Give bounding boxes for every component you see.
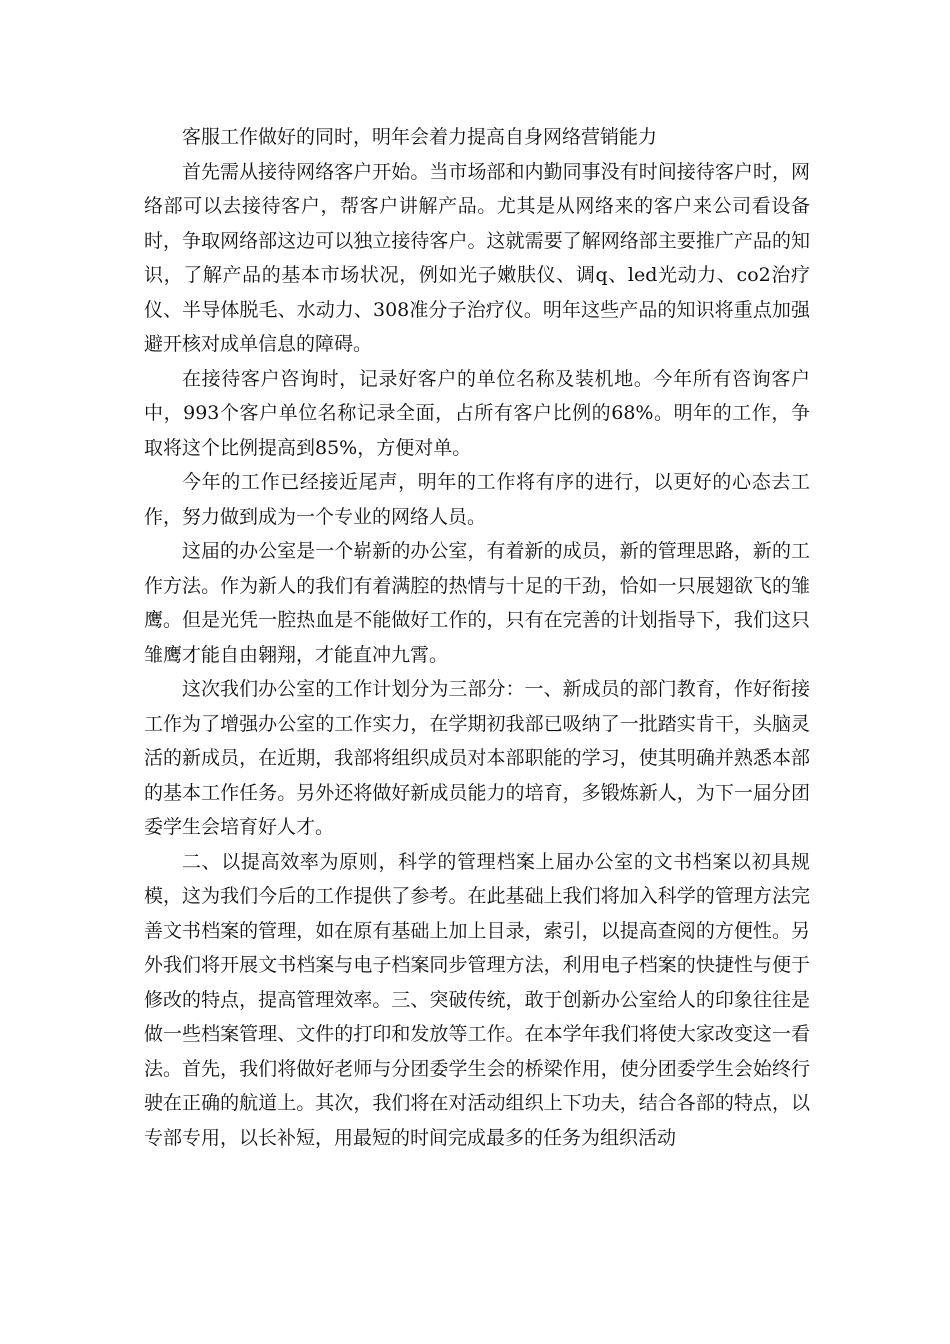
paragraph-5: 这届的办公室是一个崭新的办公室，有着新的成员，新的管理思路，新的工作方法。作为新人的我们有着满腔的热情与十足的干劲，恰如一只展翅欲飞的雏鹰。但是光凭一腔热血是不能做好工作的，只有在完善的计划指导下，我们这只雏鹰才能自由翱翔，才能直冲九霄。: [144, 540, 810, 666]
paragraph-3: 在接待客户咨询时，记录好客户的单位名称及装机地。今年所有咨询客户中，993个客户单位名称记录全面，占所有客户比例的68%。明年的工作，争取将这个比例提高到85%，方便对单。: [144, 367, 810, 459]
paragraph-4: 今年的工作已经接近尾声，明年的工作将有序的进行，以更好的心态去工作，努力做到成为一个专业的网络人员。: [144, 471, 810, 528]
paragraph-2: 首先需从接待网络客户开始。当市场部和内勤同事没有时间接待客户时，网络部可以去接待客户，帮客户讲解产品。尤其是从网络来的客户来公司看设备时，争取网络部这边可以独立接待客户。这就需要了解网络部主要推广产品的知识，了解产品的基本市场状况，例如光子嫩肤仪、调q、led光动力、co2治疗仪、半导体脱毛、水动力、308准分子治疗仪。明年这些产品的知识将重点加强避开核对成单信息的障碍。: [144, 160, 810, 355]
paragraph-1: 客服工作做好的同时，明年会着力提高自身网络营销能力: [182, 126, 658, 148]
paragraph-7: 二、以提高效率为原则，科学的管理档案上届办公室的文书档案以初具规模，这为我们今后的工作提供了参考。在此基础上我们将加入科学的管理方法完善文书档案的管理，如在原有基础上加上目录，索引，以提高查阅的方便性。另外我们将开展文书档案与电子档案同步管理方法，利用电子档案的快捷性与便于修改的特点，提高管理效率。三、突破传统，敢于创新办公室给人的印象往往是做一些档案管理、文件的打印和发放等工作。在本学年我们将使大家改变这一看法。首先，我们将做好老师与分团委学生会的桥梁作用，使分团委学生会始终行驶在正确的航道上。其次，我们将在对活动组织上下功夫，结合各部的特点，以专部专用，以长补短，用最短的时间完成最多的任务为组织活动: [144, 850, 810, 1149]
paragraph-6: 这次我们办公室的工作计划分为三部分：一、新成员的部门教育，作好衔接工作为了增强办公室的工作实力，在学期初我部已吸纳了一批踏实肯干，头脑灵活的新成员，在近期，我部将组织成员对本部职能的学习，使其明确并熟悉本部的基本工作任务。另外还将做好新成员能力的培育，多锻炼新人，为下一届分团委学生会培育好人才。: [144, 678, 810, 838]
document-body: [144, 120, 810, 1155]
